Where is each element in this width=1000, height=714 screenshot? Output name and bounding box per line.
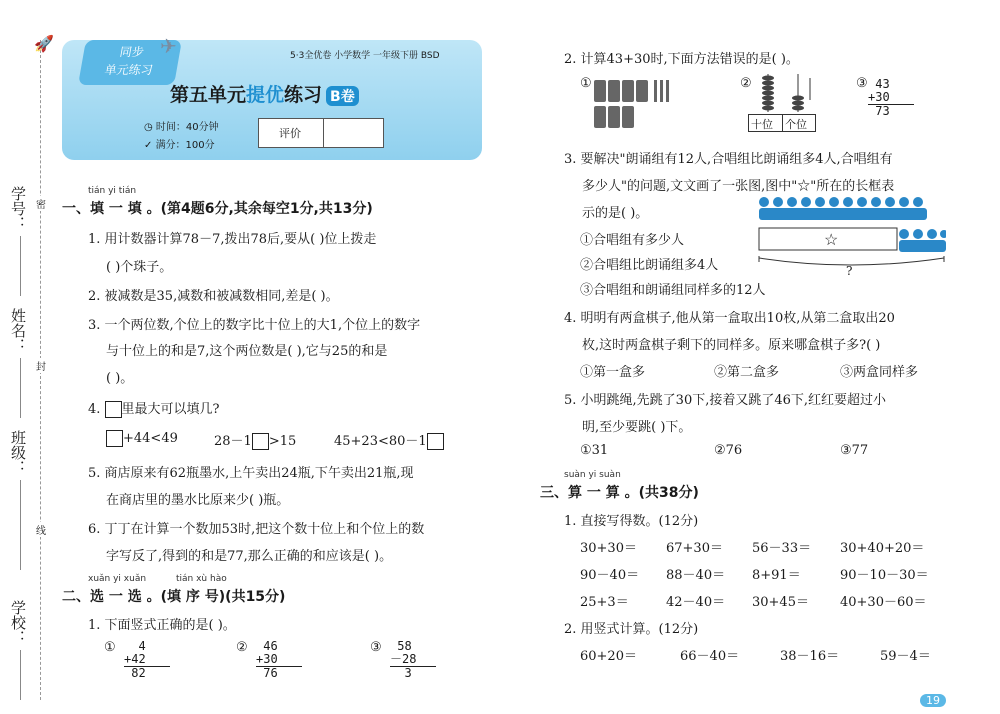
vertical-calc-1: 4 +42 82 (124, 640, 170, 680)
q25-option2: ②76 (714, 443, 743, 458)
choice-2: ② (740, 76, 752, 91)
q31: 1. 直接写得数。(12分) (564, 514, 699, 529)
name-line (20, 358, 21, 418)
series-label: 5·3全优卷 小学数学 一年级下册 BSD (290, 51, 440, 61)
abacus-illustration (750, 74, 816, 114)
q32: 2. 用竖式计算。(12分) (564, 622, 699, 637)
section2-pinyin1: xuǎn yi xuǎn (88, 574, 147, 584)
q1-line1: 1. 用计数器计算78－7,拨出78后,要从( )位上拨走 (88, 232, 377, 247)
calc-item: 90－40＝ (580, 568, 640, 583)
calc-item: 25+3＝ (580, 595, 629, 610)
page-number: 19 (920, 694, 946, 707)
q24-option3: ③两盒同样多 (840, 365, 919, 380)
calc-item: 56－33＝ (752, 541, 812, 556)
calc-item: 90－10－30＝ (840, 568, 929, 583)
q22: 2. 计算43+30时,下面方法错误的是( )。 (564, 52, 799, 67)
volume-badge: B卷 (326, 86, 359, 106)
cut-word-3: 线 (36, 522, 46, 537)
choice-3: ③ (370, 640, 382, 655)
cut-word-2: 封 (36, 358, 46, 373)
school-label: 学校： (9, 600, 27, 645)
school-line (20, 650, 21, 700)
answer-box[interactable] (105, 401, 122, 418)
calc-item: 8+91＝ (752, 568, 801, 583)
section3-title: 三、算 一 算 。(共38分) (540, 485, 699, 501)
vertical-calc-item: 38－16＝ (780, 649, 840, 664)
question-mark: ? (846, 264, 853, 278)
q25-option1: ①31 (580, 443, 609, 458)
q5-line1: 5. 商店原来有62瓶墨水,上午卖出24瓶,下午卖出21瓶,现 (88, 466, 414, 481)
q3-line3: ( )。 (106, 371, 134, 386)
q4-expr2: 28－1 >15 (214, 434, 297, 449)
choice-2: ② (236, 640, 248, 655)
cut-word-1: 密 (36, 196, 46, 211)
id-line (20, 236, 21, 296)
section1-title: 一、填 一 填 。(第4题6分,其余每空1分,共13分) (62, 201, 373, 217)
answer-box[interactable] (252, 433, 269, 450)
q23-option2: ②合唱组比朗诵组多4人 (580, 258, 719, 273)
calc-item: 40+30－60＝ (840, 595, 927, 610)
choice-1: ① (580, 76, 592, 91)
q4-expr3: 45+23<80－1 (334, 430, 444, 450)
rocket-icon: 🚀 (34, 34, 54, 53)
vertical-calc-2: 46 +30 76 (256, 640, 302, 680)
name-label: 姓名： (9, 308, 27, 353)
q24-line1: 4. 明明有两盒棋子,他从第一盒取出10枚,从第二盒取出20 (564, 311, 895, 326)
section1-pinyin: tián yi tián (88, 186, 137, 196)
section3-pinyin: suàn yi suàn (564, 470, 621, 480)
q25-line2: 明,至少要跳( )下。 (582, 420, 692, 435)
vertical-calc-item: 60+20＝ (580, 649, 637, 664)
id-label: 学号： (9, 186, 27, 231)
page-title: 第五单元提优练习 B卷 (170, 80, 359, 107)
q25-option3: ③77 (840, 443, 869, 458)
choice-3: ③ (856, 76, 868, 91)
calc-item: 30+40+20＝ (840, 541, 925, 556)
class-label: 班级： (9, 430, 27, 475)
calc-item: 30+30＝ (580, 541, 637, 556)
calc-item: 67+30＝ (666, 541, 723, 556)
vertical-calc-item: 66－40＝ (680, 649, 740, 664)
vertical-calc-4: 43 +30 73 (868, 78, 914, 118)
score-info: ✓ 满分：100分 (144, 140, 215, 151)
q23-line3: 示的是( )。 (582, 206, 649, 221)
section2-pinyin2: tián xù hào (176, 574, 227, 584)
stick-bundles-illustration (592, 76, 684, 132)
q23-option3: ③合唱组和朗诵组同样多的12人 (580, 283, 766, 298)
time-info: ◷ 时间：40分钟 (144, 122, 219, 133)
binding-strip (0, 0, 52, 714)
q25-line1: 5. 小明跳绳,先跳了30下,接着又跳了46下,红红要超过小 (564, 393, 887, 408)
star-icon: ☆ (824, 230, 839, 249)
q3-line2: 与十位上的和是7,这个两位数是( ),它与25的和是 (106, 344, 388, 359)
answer-box[interactable] (427, 433, 444, 450)
calc-item: 42－40＝ (666, 595, 726, 610)
q21: 1. 下面竖式正确的是( )。 (88, 618, 236, 633)
evaluation-box[interactable]: 评价 (258, 118, 384, 148)
class-line (20, 480, 21, 570)
q23-option1: ①合唱组有多少人 (580, 233, 685, 248)
q1-line2: ( )个珠子。 (106, 260, 173, 275)
q5-line2: 在商店里的墨水比原来少( )瓶。 (106, 493, 290, 508)
vertical-calc-item: 59－4＝ (880, 649, 931, 664)
choice-1: ① (104, 640, 116, 655)
q24-option2: ②第二盒多 (714, 365, 780, 380)
q23-line2: 多少人"的问题,文文画了一张图,图中"☆"所在的长框表 (582, 179, 895, 194)
section2-title: 二、选 一 选 。(填 序 号)(共15分) (62, 589, 286, 605)
answer-box[interactable] (106, 430, 123, 447)
q4-expr1: +44<49 (106, 430, 178, 447)
q4: 4. 里最大可以填几? (88, 402, 220, 417)
q3-line1: 3. 一个两位数,个位上的数字比十位上的大1,个位上的数字 (88, 318, 421, 333)
q23-line1: 3. 要解决"朗诵组有12人,合唱组比朗诵组多4人,合唱组有 (564, 152, 893, 167)
q24-line2: 枚,这时两盒棋子剩下的同样多。原来哪盒棋子多?( ) (582, 338, 881, 353)
calc-item: 30+45＝ (752, 595, 809, 610)
unit-tag: 同步 单元练习 (78, 40, 182, 85)
abacus-labels: 十位 个位 (748, 114, 816, 132)
rocket-icon: ✈ (160, 34, 177, 58)
q6-line1: 6. 丁丁在计算一个数加53时,把这个数十位上和个位上的数 (88, 522, 425, 537)
vertical-calc-3: 58 －28 3 (390, 640, 436, 680)
calc-item: 88－40＝ (666, 568, 726, 583)
q2: 2. 被减数是35,减数和被减数相同,差是( )。 (88, 289, 339, 304)
q6-line2: 字写反了,得到的和是77,那么正确的和应该是( )。 (106, 549, 393, 564)
q24-option1: ①第一盒多 (580, 365, 646, 380)
